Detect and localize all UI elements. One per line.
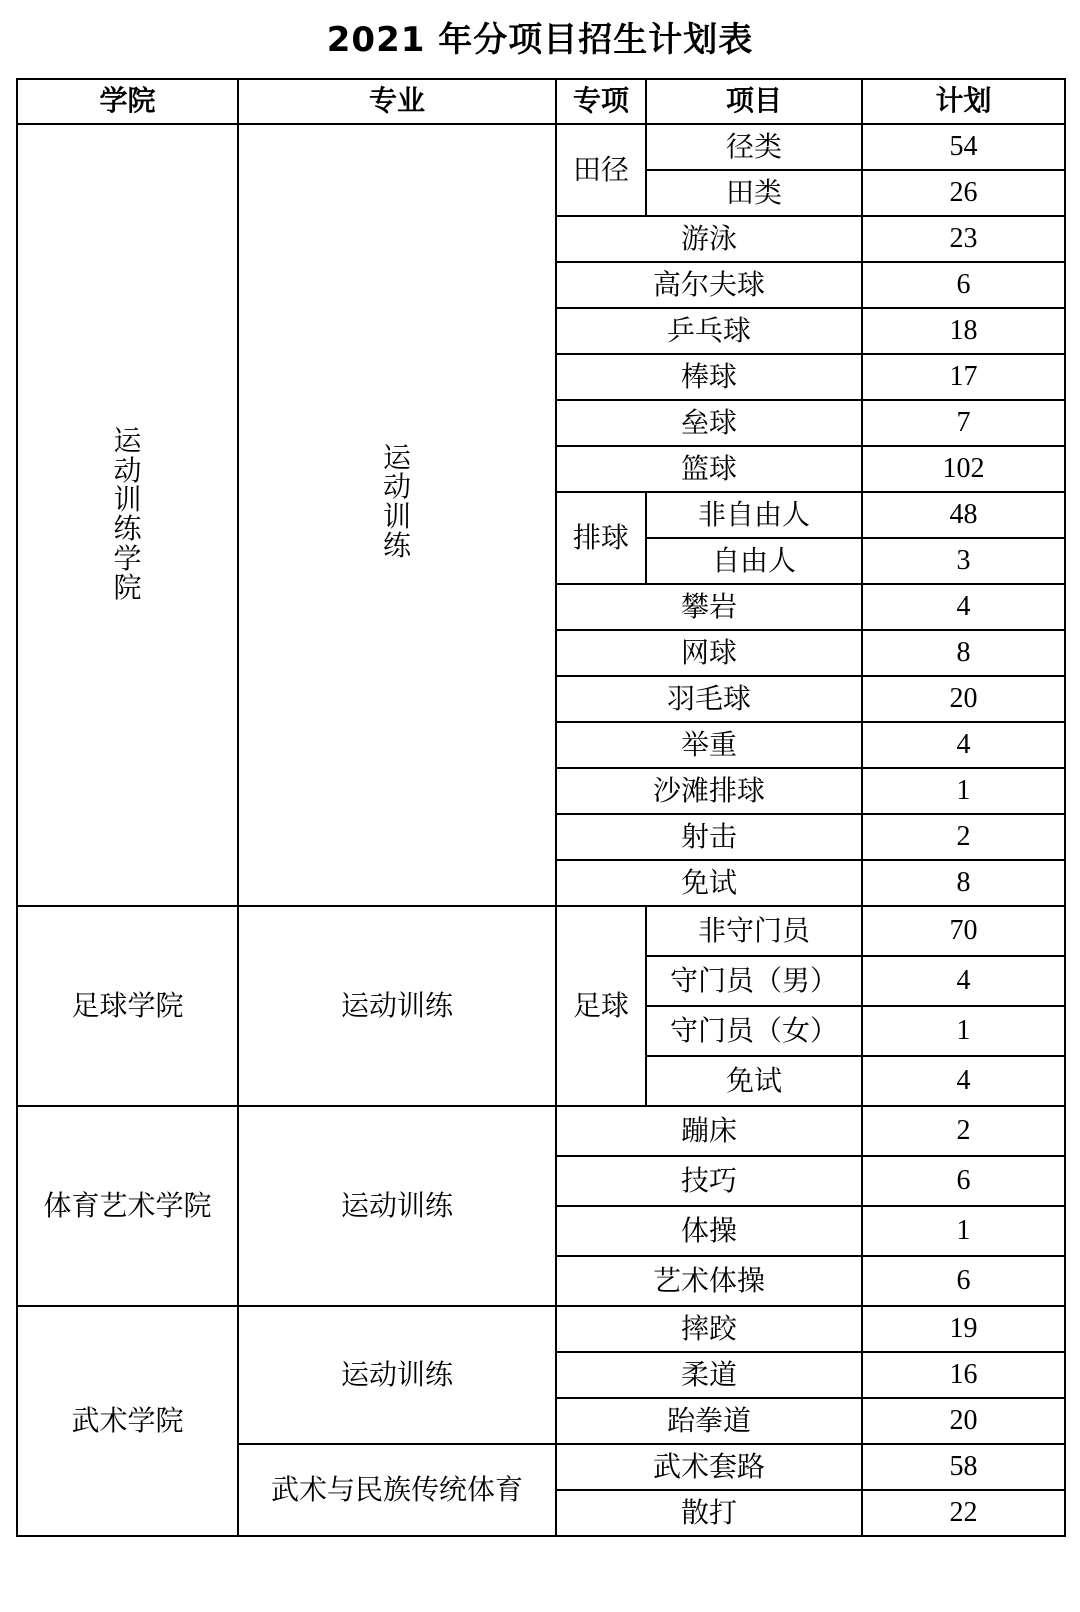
special-cell: 足球 (556, 906, 646, 1106)
table-row (17, 906, 1065, 956)
header-major: 专业 (238, 79, 556, 124)
item-cell: 沙滩排球 (556, 768, 862, 814)
item-cell: 篮球 (556, 446, 862, 492)
plan-cell: 1 (862, 1206, 1065, 1256)
item-cell: 游泳 (556, 216, 862, 262)
college-cell: 武术学院 (17, 1306, 238, 1536)
item-cell: 举重 (556, 722, 862, 768)
plan-cell: 102 (862, 446, 1065, 492)
plan-cell: 4 (862, 584, 1065, 630)
header-special: 专项 (556, 79, 646, 124)
college-cell: 体育艺术学院 (17, 1106, 238, 1306)
enrollment-plan-table (16, 78, 1066, 1537)
item-cell: 蹦床 (556, 1106, 862, 1156)
item-cell: 网球 (556, 630, 862, 676)
item-cell: 田类 (646, 170, 862, 216)
plan-cell: 54 (862, 124, 1065, 170)
major-cell: 武术与民族传统体育 (238, 1444, 556, 1536)
plan-cell: 4 (862, 722, 1065, 768)
college-cell (17, 124, 238, 906)
plan-cell: 22 (862, 1490, 1065, 1536)
major-name: 运动训练 (382, 441, 411, 563)
item-cell: 径类 (646, 124, 862, 170)
item-cell: 乒乓球 (556, 308, 862, 354)
plan-cell: 70 (862, 906, 1065, 956)
table-row (17, 1106, 1065, 1156)
item-cell: 柔道 (556, 1352, 862, 1398)
plan-cell: 6 (862, 1256, 1065, 1306)
item-cell: 免试 (556, 860, 862, 906)
plan-cell: 2 (862, 1106, 1065, 1156)
plan-cell: 8 (862, 860, 1065, 906)
plan-cell: 6 (862, 1156, 1065, 1206)
table-header-row (17, 79, 1065, 124)
item-cell: 自由人 (646, 538, 862, 584)
plan-cell: 4 (862, 1056, 1065, 1106)
plan-cell: 7 (862, 400, 1065, 446)
page-title: 2021 年分项目招生计划表 (326, 20, 754, 60)
major-cell: 运动训练 (238, 1306, 556, 1444)
header-college: 学院 (17, 79, 238, 124)
item-cell: 武术套路 (556, 1444, 862, 1490)
item-cell: 体操 (556, 1206, 862, 1256)
table-row (17, 1306, 1065, 1352)
plan-cell: 8 (862, 630, 1065, 676)
item-cell: 散打 (556, 1490, 862, 1536)
item-cell: 非自由人 (646, 492, 862, 538)
plan-cell: 20 (862, 1398, 1065, 1444)
plan-cell: 4 (862, 956, 1065, 1006)
item-cell: 技巧 (556, 1156, 862, 1206)
header-plan: 计划 (862, 79, 1065, 124)
item-cell: 守门员（男） (646, 956, 862, 1006)
major-cell: 运动训练 (238, 906, 556, 1106)
special-cell: 田径 (556, 124, 646, 216)
item-cell: 棒球 (556, 354, 862, 400)
item-cell: 免试 (646, 1056, 862, 1106)
item-cell: 艺术体操 (556, 1256, 862, 1306)
major-cell: 运动训练 (238, 1106, 556, 1306)
major-cell (238, 124, 556, 906)
item-cell: 攀岩 (556, 584, 862, 630)
plan-cell: 19 (862, 1306, 1065, 1352)
item-cell: 跆拳道 (556, 1398, 862, 1444)
plan-cell: 6 (862, 262, 1065, 308)
item-cell: 高尔夫球 (556, 262, 862, 308)
plan-cell: 1 (862, 1006, 1065, 1056)
plan-cell: 26 (862, 170, 1065, 216)
item-cell: 摔跤 (556, 1306, 862, 1352)
plan-cell: 2 (862, 814, 1065, 860)
item-cell: 垒球 (556, 400, 862, 446)
item-cell: 射击 (556, 814, 862, 860)
plan-cell: 48 (862, 492, 1065, 538)
special-cell: 排球 (556, 492, 646, 584)
college-name: 运动训练学院 (113, 424, 142, 605)
college-cell: 足球学院 (17, 906, 238, 1106)
header-item: 项目 (646, 79, 862, 124)
plan-cell: 18 (862, 308, 1065, 354)
item-cell: 羽毛球 (556, 676, 862, 722)
item-cell: 非守门员 (646, 906, 862, 956)
plan-cell: 20 (862, 676, 1065, 722)
plan-cell: 58 (862, 1444, 1065, 1490)
plan-cell: 16 (862, 1352, 1065, 1398)
plan-cell: 3 (862, 538, 1065, 584)
plan-cell: 1 (862, 768, 1065, 814)
plan-cell: 17 (862, 354, 1065, 400)
table-row (17, 124, 1065, 170)
item-cell: 守门员（女） (646, 1006, 862, 1056)
plan-cell: 23 (862, 216, 1065, 262)
